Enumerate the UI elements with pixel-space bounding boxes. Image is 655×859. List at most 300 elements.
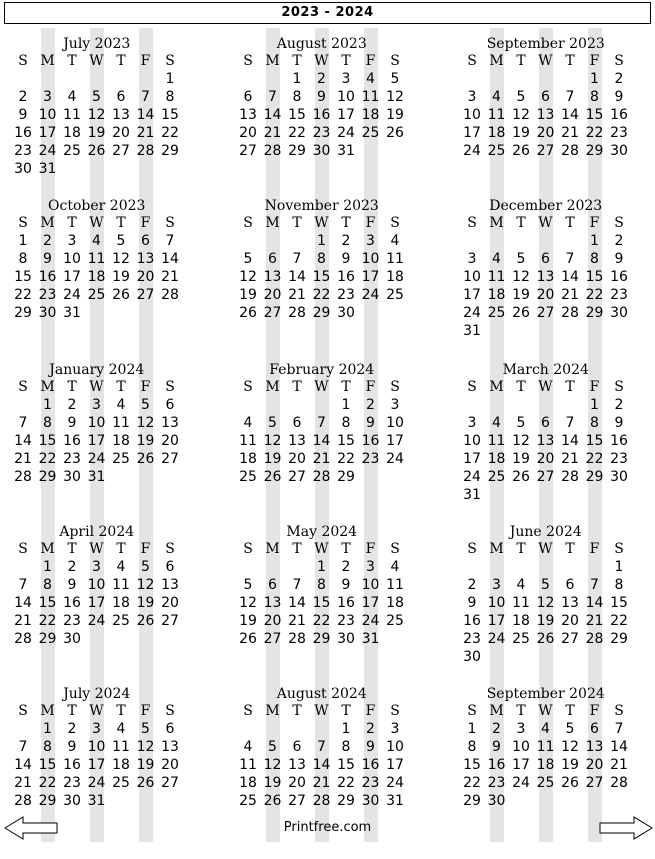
day-cell: 23 <box>361 775 380 791</box>
weekday-label: S <box>243 541 253 557</box>
day-cell: 1 <box>614 559 624 575</box>
weekday-label: S <box>467 541 477 557</box>
day-cell: 5 <box>116 233 126 249</box>
day-cell: 17 <box>361 595 380 611</box>
day-cell: 12 <box>561 739 579 755</box>
day-cell: 11 <box>386 577 404 593</box>
day-cell: 18 <box>239 451 257 467</box>
day-cell: 1 <box>590 233 599 249</box>
day-cell: 29 <box>38 469 57 485</box>
day-cell: 14 <box>263 107 282 123</box>
day-cell: 28 <box>610 775 628 791</box>
weekday-label: W <box>314 215 329 231</box>
day-cell: 16 <box>361 433 380 449</box>
day-cell: 19 <box>512 125 530 141</box>
day-cell: 20 <box>561 613 579 629</box>
day-cell: 10 <box>63 251 81 267</box>
day-cell: 5 <box>516 415 526 431</box>
day-cell: 24 <box>337 125 355 141</box>
day-cell: 15 <box>38 757 57 773</box>
day-cell: 11 <box>87 251 106 267</box>
day-cell: 4 <box>92 233 101 249</box>
day-cell: 1 <box>341 397 351 413</box>
weekday-label: F <box>365 703 376 719</box>
day-cell: 1 <box>341 721 351 737</box>
day-cell: 13 <box>263 595 282 611</box>
weekday-label: T <box>292 215 302 231</box>
day-cell: 2 <box>614 397 624 413</box>
day-cell: 30 <box>337 305 355 321</box>
day-cell: 25 <box>87 287 106 303</box>
day-cell: 31 <box>38 161 57 177</box>
day-cell: 17 <box>87 757 106 773</box>
day-cell: 16 <box>361 757 380 773</box>
day-cell: 4 <box>243 415 253 431</box>
weekday-label: M <box>265 53 280 69</box>
day-cell: 11 <box>239 433 257 449</box>
day-cell: 18 <box>361 107 380 123</box>
day-cell: 27 <box>161 775 179 791</box>
day-cell: 30 <box>63 469 81 485</box>
day-cell: 5 <box>390 71 400 87</box>
calendar-title: 2023 - 2024 <box>4 2 651 24</box>
day-cell: 31 <box>463 487 481 503</box>
weekday-label: F <box>140 703 151 719</box>
day-cell: 11 <box>487 433 506 449</box>
day-cell: 26 <box>239 631 257 647</box>
day-cell: 8 <box>165 89 175 105</box>
site-credit[interactable]: Printfree.com <box>283 820 372 835</box>
day-cell: 15 <box>585 269 604 285</box>
day-cell: 4 <box>67 89 77 105</box>
day-cell: 16 <box>38 269 57 285</box>
weekday-label: M <box>265 541 280 557</box>
day-cell: 2 <box>366 721 375 737</box>
weekday-label: S <box>18 379 28 395</box>
day-cell: 18 <box>87 269 106 285</box>
day-cell: 22 <box>463 775 481 791</box>
day-cell: 14 <box>561 433 579 449</box>
day-cell: 23 <box>337 287 355 303</box>
day-cell: 24 <box>87 775 106 791</box>
day-cell: 4 <box>492 415 501 431</box>
weekday-label: M <box>489 379 504 395</box>
day-cell: 26 <box>112 287 130 303</box>
day-cell: 8 <box>590 415 599 431</box>
day-cell: 22 <box>610 613 628 629</box>
day-cell: 26 <box>136 775 155 791</box>
day-cell: 29 <box>312 305 331 321</box>
day-cell: 5 <box>268 739 277 755</box>
day-cell: 10 <box>386 739 404 755</box>
weekday-label: T <box>516 703 526 719</box>
day-cell: 17 <box>87 433 106 449</box>
day-cell: 4 <box>492 251 501 267</box>
day-cell: 3 <box>43 89 52 105</box>
day-cell: 21 <box>288 287 306 303</box>
day-cell: 17 <box>63 269 81 285</box>
day-cell: 27 <box>288 469 306 485</box>
day-cell: 6 <box>268 577 277 593</box>
day-cell: 16 <box>337 269 355 285</box>
weekday-label: T <box>67 215 77 231</box>
weekday-label: S <box>614 215 624 231</box>
day-cell: 11 <box>112 739 130 755</box>
weekday-label: T <box>516 215 526 231</box>
day-cell: 3 <box>92 559 101 575</box>
day-cell: 10 <box>337 89 355 105</box>
day-cell: 15 <box>463 757 481 773</box>
day-cell: 7 <box>18 739 28 755</box>
weekday-label: S <box>18 215 28 231</box>
day-cell: 27 <box>136 287 155 303</box>
day-cell: 10 <box>87 415 106 431</box>
day-cell: 13 <box>585 739 604 755</box>
day-cell: 8 <box>317 251 326 267</box>
day-cell: 19 <box>87 125 106 141</box>
weekday-label: T <box>565 541 575 557</box>
weekday-label: T <box>565 53 575 69</box>
weekday-label: T <box>341 703 351 719</box>
weekday-label: W <box>538 379 553 395</box>
day-cell: 10 <box>361 251 380 267</box>
day-cell: 28 <box>14 469 32 485</box>
day-cell: 24 <box>87 613 106 629</box>
day-cell: 16 <box>14 125 32 141</box>
day-cell: 14 <box>561 269 579 285</box>
day-cell: 7 <box>268 89 277 105</box>
weekday-label: S <box>614 541 624 557</box>
day-cell: 25 <box>112 775 130 791</box>
weekday-label: W <box>89 379 104 395</box>
day-cell: 26 <box>512 469 530 485</box>
day-cell: 10 <box>512 739 530 755</box>
day-cell: 9 <box>467 595 477 611</box>
day-cell: 7 <box>292 251 302 267</box>
weekday-label: W <box>314 703 329 719</box>
day-cell: 16 <box>610 107 628 123</box>
day-cell: 21 <box>585 613 604 629</box>
weekday-label: F <box>140 379 151 395</box>
weekday-label: S <box>165 215 175 231</box>
day-cell: 27 <box>161 451 179 467</box>
day-cell: 12 <box>512 269 530 285</box>
day-cell: 22 <box>337 775 355 791</box>
weekday-label: M <box>265 379 280 395</box>
day-cell: 8 <box>18 251 28 267</box>
day-cell: 20 <box>263 287 282 303</box>
weekday-label: M <box>489 541 504 557</box>
day-cell: 26 <box>239 305 257 321</box>
weekday-label: S <box>18 53 28 69</box>
day-cell: 14 <box>288 595 306 611</box>
day-cell: 8 <box>292 89 302 105</box>
weekday-label: S <box>390 541 400 557</box>
day-cell: 29 <box>337 793 355 809</box>
day-cell: 6 <box>165 397 175 413</box>
weekday-label: W <box>89 703 104 719</box>
day-cell: 29 <box>463 793 481 809</box>
day-cell: 13 <box>263 269 282 285</box>
day-cell: 5 <box>516 89 526 105</box>
day-cell: 4 <box>516 577 526 593</box>
day-cell: 20 <box>536 287 555 303</box>
day-cell: 29 <box>585 143 604 159</box>
day-cell: 21 <box>561 451 579 467</box>
day-cell: 26 <box>136 451 155 467</box>
day-cell: 7 <box>565 415 575 431</box>
day-cell: 25 <box>487 305 506 321</box>
weekday-label: T <box>116 53 126 69</box>
day-cell: 8 <box>467 739 477 755</box>
day-cell: 3 <box>366 559 375 575</box>
day-cell: 28 <box>312 793 331 809</box>
day-cell: 21 <box>161 269 179 285</box>
weekday-label: W <box>314 379 329 395</box>
weekday-label: T <box>292 541 302 557</box>
day-cell: 25 <box>386 287 404 303</box>
day-cell: 9 <box>341 577 351 593</box>
weekday-label: W <box>314 541 329 557</box>
weekday-label: F <box>589 541 600 557</box>
day-cell: 21 <box>263 125 282 141</box>
day-cell: 16 <box>337 595 355 611</box>
weekday-label: F <box>365 379 376 395</box>
weekday-label: S <box>467 53 477 69</box>
day-cell: 3 <box>67 233 77 249</box>
day-cell: 23 <box>63 775 81 791</box>
day-cell: 7 <box>565 251 575 267</box>
day-cell: 15 <box>312 595 331 611</box>
day-cell: 17 <box>361 269 380 285</box>
day-cell: 24 <box>87 451 106 467</box>
day-cell: 29 <box>14 305 32 321</box>
day-cell: 22 <box>337 451 355 467</box>
day-cell: 7 <box>317 415 326 431</box>
day-cell: 20 <box>161 433 179 449</box>
day-cell: 23 <box>463 631 481 647</box>
weekday-label: S <box>165 703 175 719</box>
day-cell: 1 <box>317 233 326 249</box>
day-cell: 9 <box>317 89 326 105</box>
day-cell: 11 <box>487 269 506 285</box>
day-cell: 1 <box>292 71 302 87</box>
day-cell: 24 <box>487 631 506 647</box>
day-cell: 11 <box>112 415 130 431</box>
day-cell: 8 <box>43 415 52 431</box>
day-cell: 9 <box>614 251 624 267</box>
day-cell: 20 <box>288 775 306 791</box>
day-cell: 18 <box>239 775 257 791</box>
day-cell: 30 <box>38 305 57 321</box>
day-cell: 9 <box>43 251 52 267</box>
day-cell: 14 <box>136 107 155 123</box>
day-cell: 28 <box>14 793 32 809</box>
day-cell: 19 <box>512 287 530 303</box>
day-cell: 5 <box>92 89 101 105</box>
day-cell: 2 <box>492 721 501 737</box>
day-cell: 8 <box>43 577 52 593</box>
day-cell: 6 <box>541 251 550 267</box>
day-cell: 15 <box>288 107 306 123</box>
month-title: October 2023 <box>48 198 146 214</box>
day-cell: 4 <box>390 559 400 575</box>
day-cell: 16 <box>610 433 628 449</box>
day-cell: 30 <box>610 469 628 485</box>
day-cell: 3 <box>467 251 477 267</box>
day-cell: 21 <box>561 125 579 141</box>
weekday-label: S <box>614 703 624 719</box>
day-cell: 22 <box>585 451 604 467</box>
day-cell: 2 <box>614 71 624 87</box>
weekday-label: T <box>116 703 126 719</box>
day-cell: 26 <box>536 631 555 647</box>
weekday-label: F <box>365 541 376 557</box>
day-cell: 2 <box>67 559 77 575</box>
weekday-label: T <box>341 53 351 69</box>
day-cell: 5 <box>243 251 253 267</box>
day-cell: 1 <box>317 559 326 575</box>
day-cell: 24 <box>386 451 404 467</box>
day-cell: 27 <box>536 305 555 321</box>
left-arrow-icon[interactable] <box>3 814 59 842</box>
day-cell: 13 <box>536 107 555 123</box>
day-cell: 5 <box>141 559 150 575</box>
day-cell: 27 <box>536 469 555 485</box>
day-cell: 10 <box>87 739 106 755</box>
day-cell: 11 <box>239 757 257 773</box>
day-cell: 17 <box>38 125 57 141</box>
day-cell: 10 <box>463 107 481 123</box>
day-cell: 13 <box>288 433 306 449</box>
month-title: December 2023 <box>489 198 603 214</box>
day-cell: 23 <box>487 775 506 791</box>
weekday-label: W <box>314 53 329 69</box>
day-cell: 18 <box>512 613 530 629</box>
day-cell: 12 <box>263 757 282 773</box>
day-cell: 29 <box>337 469 355 485</box>
day-cell: 9 <box>366 415 375 431</box>
weekday-label: T <box>565 703 575 719</box>
weekday-label: S <box>18 703 28 719</box>
day-cell: 18 <box>112 433 130 449</box>
day-cell: 2 <box>67 397 77 413</box>
day-cell: 18 <box>112 757 130 773</box>
month-title: August 2024 <box>276 686 367 702</box>
day-cell: 12 <box>87 107 106 123</box>
day-cell: 19 <box>136 757 155 773</box>
day-cell: 19 <box>512 451 530 467</box>
day-cell: 26 <box>512 305 530 321</box>
day-cell: 13 <box>161 577 179 593</box>
day-cell: 14 <box>312 757 331 773</box>
day-cell: 4 <box>116 721 126 737</box>
weekday-label: S <box>390 379 400 395</box>
day-cell: 12 <box>512 433 530 449</box>
day-cell: 8 <box>341 739 351 755</box>
day-cell: 13 <box>239 107 257 123</box>
weekday-label: S <box>390 53 400 69</box>
day-cell: 24 <box>463 143 481 159</box>
day-cell: 18 <box>63 125 81 141</box>
day-cell: 30 <box>14 161 32 177</box>
day-cell: 29 <box>585 469 604 485</box>
day-cell: 20 <box>536 451 555 467</box>
month-title: May 2024 <box>286 524 358 540</box>
day-cell: 29 <box>161 143 179 159</box>
day-cell: 14 <box>161 251 179 267</box>
weekday-label: M <box>40 541 55 557</box>
day-cell: 23 <box>312 125 331 141</box>
day-cell: 24 <box>361 287 380 303</box>
weekday-label: T <box>67 53 77 69</box>
day-cell: 15 <box>14 269 32 285</box>
day-cell: 28 <box>288 631 306 647</box>
weekday-label: F <box>589 53 600 69</box>
day-cell: 23 <box>610 287 628 303</box>
weekday-label: M <box>489 215 504 231</box>
month-title: July 2024 <box>63 686 131 702</box>
day-cell: 27 <box>263 305 282 321</box>
weekday-label: T <box>116 379 126 395</box>
day-cell: 17 <box>487 613 506 629</box>
day-cell: 3 <box>492 577 501 593</box>
day-cell: 23 <box>14 143 32 159</box>
weekday-label: F <box>140 215 151 231</box>
day-cell: 30 <box>610 143 628 159</box>
weekday-label: W <box>538 53 553 69</box>
day-cell: 30 <box>63 631 81 647</box>
day-cell: 2 <box>18 89 28 105</box>
right-arrow-icon[interactable] <box>598 814 654 842</box>
weekday-label: S <box>165 379 175 395</box>
day-cell: 7 <box>292 577 302 593</box>
day-cell: 31 <box>63 305 81 321</box>
day-cell: 18 <box>536 757 555 773</box>
day-cell: 27 <box>263 631 282 647</box>
month-title: June 2024 <box>509 524 582 540</box>
day-cell: 8 <box>590 89 599 105</box>
day-cell: 20 <box>536 125 555 141</box>
weekday-label: T <box>67 379 77 395</box>
day-cell: 25 <box>487 469 506 485</box>
day-cell: 28 <box>263 143 282 159</box>
month-title: March 2024 <box>502 362 589 378</box>
day-cell: 20 <box>161 757 179 773</box>
weekday-label: T <box>116 215 126 231</box>
day-cell: 25 <box>112 613 130 629</box>
day-cell: 31 <box>87 469 106 485</box>
day-cell: 4 <box>243 739 253 755</box>
day-cell: 17 <box>386 433 404 449</box>
day-cell: 22 <box>161 125 179 141</box>
day-cell: 1 <box>43 721 52 737</box>
day-cell: 28 <box>561 305 579 321</box>
day-cell: 19 <box>263 451 282 467</box>
day-cell: 28 <box>312 469 331 485</box>
day-cell: 21 <box>136 125 155 141</box>
day-cell: 13 <box>161 415 179 431</box>
day-cell: 6 <box>541 89 550 105</box>
day-cell: 9 <box>18 107 28 123</box>
weekday-label: S <box>614 379 624 395</box>
day-cell: 18 <box>487 451 506 467</box>
day-cell: 15 <box>610 595 628 611</box>
weekday-label: F <box>589 703 600 719</box>
day-cell: 12 <box>512 107 530 123</box>
weekday-label: M <box>489 53 504 69</box>
day-cell: 6 <box>141 233 150 249</box>
